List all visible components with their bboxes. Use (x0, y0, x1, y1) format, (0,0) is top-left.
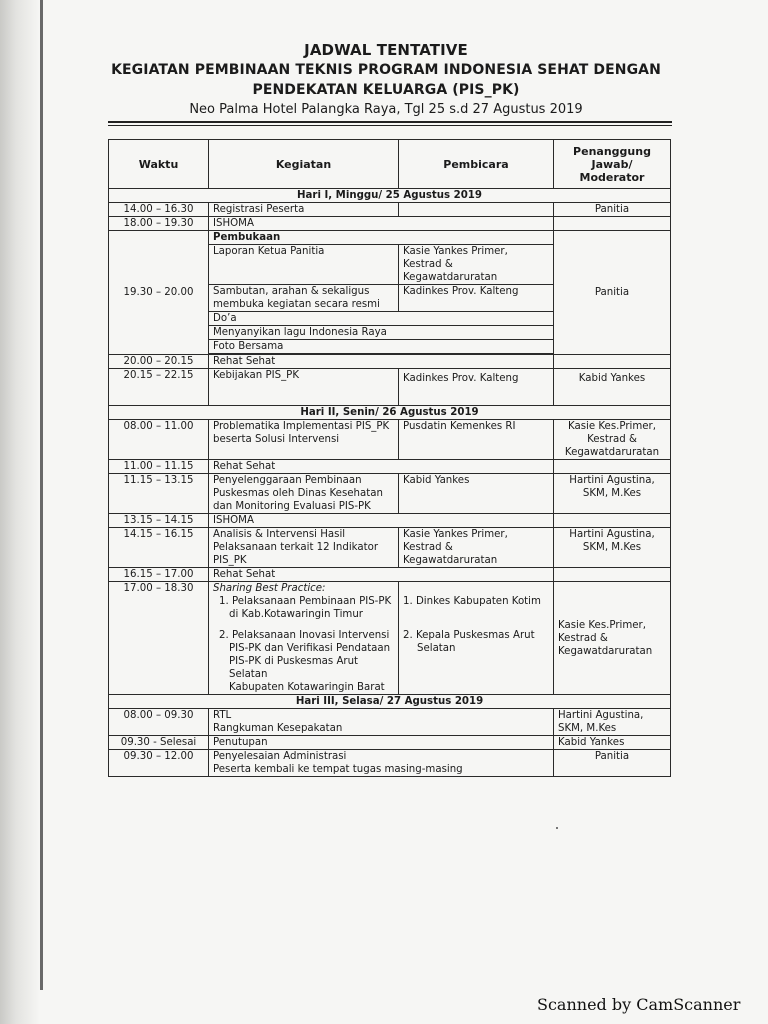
pj-line: Kasie Kes.Primer, (558, 619, 646, 631)
col-header-waktu: Waktu (109, 140, 209, 189)
time-cell: 08.00 – 09.30 (109, 709, 209, 736)
table-row (109, 460, 671, 474)
day-header-row (109, 189, 671, 203)
activity-line: PIS-PK di Puskesmas Arut Selatan (229, 656, 359, 680)
activity-cell: Registrasi Peserta (209, 203, 399, 217)
spacer (403, 608, 549, 629)
pj-cell: Kabid Yankes (554, 736, 671, 750)
col-header-kegiatan: Kegiatan (209, 140, 399, 189)
pj-line: Hartini Agustina, (569, 529, 655, 540)
table-row (109, 736, 671, 750)
speaker-cell (399, 528, 554, 568)
title-line-1: JADWAL TENTATIVE (304, 41, 468, 59)
speaker-cell: Pusdatin Kemenkes RI (399, 420, 554, 460)
col-header-pj-line3: Moderator (579, 170, 645, 184)
activity-line: Penyelesaian Administrasi (213, 751, 347, 762)
activity-cell: Foto Bersama (209, 340, 554, 354)
header-rule-thick (108, 121, 672, 123)
activity-cell: Laporan Ketua Panitia (209, 245, 399, 285)
pj-line: Hartini Agustina, (558, 710, 644, 721)
pj-cell (554, 709, 671, 736)
camscanner-watermark: Scanned by CamScanner (537, 995, 741, 1014)
day3-title: Hari III, Selasa/ 27 Agustus 2019 (109, 695, 671, 709)
time-cell: 20.15 – 22.15 (109, 369, 209, 406)
activity-line: Pelaksanaan terkait 12 Indikator (213, 542, 379, 553)
activity-line: Peserta kembali ke tempat tugas masing-masing (213, 764, 463, 775)
time-cell: 09.30 – 12.00 (109, 750, 209, 777)
activity-cell: Rehat Sehat (209, 460, 554, 474)
table-row (109, 514, 671, 528)
activity-line: dan Monitoring Evaluasi PIS-PK (213, 501, 371, 512)
activity-line: Problematika Implementasi PIS_PK (213, 421, 390, 432)
activity-line: RTL (213, 710, 232, 721)
venue-date-line: Neo Palma Hotel Palangka Raya, Tgl 25 s.d 27 Agustus 2019 (189, 102, 583, 117)
header-rule-thin (108, 125, 672, 126)
activity-line: 1. Pelaksanaan Pembinaan PIS-PK (219, 596, 392, 607)
time-cell: 14.00 – 16.30 (109, 203, 209, 217)
pj-cell: Panitia (554, 203, 671, 217)
table-header-row (109, 140, 671, 189)
activity-line: membuka kegiatan secara resmi (213, 299, 380, 310)
document-header (100, 40, 672, 119)
day1-title: Hari I, Minggu/ 25 Agustus 2019 (109, 189, 671, 203)
col-header-pembicara: Pembicara (399, 140, 554, 189)
col-header-pj-line1: Penanggung (573, 144, 651, 158)
pj-line: SKM, M.Kes (582, 542, 642, 553)
activity-cell (209, 582, 399, 695)
pj-line: SKM, M.Kes (558, 723, 617, 734)
activity-cell (209, 420, 399, 460)
table-row (109, 709, 671, 736)
activity-cell: ISHOMA (209, 217, 554, 231)
time-cell: 11.15 – 13.15 (109, 474, 209, 514)
time-cell: 17.00 – 18.30 (109, 582, 209, 695)
speaker-line: Kestrad & (403, 542, 453, 553)
speaker-line: Kestrad & (403, 259, 453, 270)
speaker-line: Kegawatdaruratan (403, 555, 498, 566)
sharing-heading: Sharing Best Practice: (213, 583, 326, 594)
activity-line: Puskesmas oleh Dinas Kesehatan (213, 488, 383, 499)
day-header-row (109, 695, 671, 709)
time-cell: 20.00 – 20.15 (109, 355, 209, 369)
pj-line: SKM, M.Kes (582, 488, 642, 499)
activity-cell (209, 528, 399, 568)
col-header-pj-line2: Jawab/ (591, 157, 633, 171)
speaker-line: 1. Dinkes Kabupaten Kotim (403, 596, 541, 607)
table-row (109, 750, 671, 777)
spacer (403, 582, 549, 595)
pj-cell: Panitia (554, 750, 671, 777)
activity-cell: Rehat Sehat (209, 568, 554, 582)
pj-cell (554, 474, 671, 514)
speaker-cell (399, 582, 554, 695)
time-cell: 13.15 – 14.15 (109, 514, 209, 528)
activity-cell: ISHOMA (209, 514, 554, 528)
title-line-3: PENDEKATAN KELUARGA (PIS_PK) (252, 82, 520, 98)
activity-cell (209, 474, 399, 514)
activity-line: Sambutan, arahan & sekaligus (213, 286, 370, 297)
pj-line: Kegawatdaruratan (558, 645, 653, 657)
activity-cell (209, 709, 554, 736)
speaker-line: Kasie Yankes Primer, (403, 529, 508, 540)
table-row (109, 582, 671, 695)
opening-title: Pembukaan (209, 231, 554, 245)
speaker-line: Kegawatdaruratan (403, 272, 498, 283)
activity-line: PIS_PK (213, 555, 247, 566)
spacer (213, 621, 394, 629)
time-cell: 11.00 – 11.15 (109, 460, 209, 474)
activity-line: Analisis & Intervensi Hasil (213, 529, 346, 540)
day-header-row (109, 406, 671, 420)
speaker-line: Selatan (417, 643, 456, 654)
pj-line: Kasie Kes.Primer, (568, 421, 656, 432)
time-cell: 08.00 – 11.00 (109, 420, 209, 460)
activity-line: 2. Pelaksanaan Inovasi Intervensi (219, 630, 390, 641)
table-row (109, 231, 671, 245)
speaker-line: Kasie Yankes Primer, (403, 246, 508, 257)
speaker-cell: Kadinkes Prov. Kalteng (399, 285, 554, 312)
scan-speck (556, 827, 558, 829)
activity-line: Rangkuman Kesepakatan (213, 723, 343, 734)
table-row (109, 203, 671, 217)
pj-cell (554, 514, 671, 528)
activity-line: di Kab.Kotawaringin Timur (229, 609, 363, 620)
pj-line: Hartini Agustina, (569, 475, 655, 486)
pj-cell (554, 217, 671, 231)
activity-cell: Rehat Sehat (209, 355, 554, 369)
pj-line: Kegawatdaruratan (564, 447, 660, 458)
activity-cell: Penutupan (209, 736, 554, 750)
pj-line: Kestrad & (558, 632, 608, 644)
title-line-2: KEGIATAN PEMBINAAN TEKNIS PROGRAM INDONESIA SEHAT DENGAN (111, 62, 661, 78)
table-row (109, 369, 671, 406)
table-row (109, 420, 671, 460)
activity-line: Kabupaten Kotawaringin Barat (229, 682, 385, 693)
table-row (109, 217, 671, 231)
activity-cell (209, 750, 554, 777)
activity-line: PIS-PK dan Verifikasi Pendataan (229, 643, 391, 654)
table-row (109, 528, 671, 568)
pj-line: Kestrad & (587, 434, 637, 445)
table-row (109, 568, 671, 582)
activity-cell: Menyanyikan lagu Indonesia Raya (209, 326, 554, 340)
pj-cell (554, 582, 671, 695)
activity-cell: Kebijakan PIS_PK (209, 369, 399, 406)
activity-cell: Do’a (209, 312, 554, 326)
speaker-cell (399, 245, 554, 285)
time-cell: 19.30 – 20.00 (109, 231, 209, 355)
activity-line: beserta Solusi Intervensi (213, 434, 340, 445)
pj-cell: Kabid Yankes (554, 369, 671, 406)
scan-left-shadow (0, 0, 40, 1024)
table-row (109, 355, 671, 369)
speaker-cell: Kabid Yankes (399, 474, 554, 514)
pj-cell (554, 420, 671, 460)
time-cell: 18.00 – 19.30 (109, 217, 209, 231)
pj-cell (554, 528, 671, 568)
pj-cell (554, 568, 671, 582)
activity-cell (209, 285, 399, 312)
scan-paper-edge (40, 0, 43, 990)
day2-title: Hari II, Senin/ 26 Agustus 2019 (109, 406, 671, 420)
activity-line: Penyelenggaraan Pembinaan (213, 475, 362, 486)
pj-cell: Panitia (554, 231, 671, 355)
time-cell: 09.30 - Selesai (109, 736, 209, 750)
pj-cell (554, 355, 671, 369)
time-cell: 16.15 – 17.00 (109, 568, 209, 582)
speaker-cell: Kadinkes Prov. Kalteng (399, 369, 554, 406)
speaker-cell (399, 203, 554, 217)
speaker-line: 2. Kepala Puskesmas Arut (403, 630, 535, 641)
time-cell: 14.15 – 16.15 (109, 528, 209, 568)
col-header-penanggung-jawab (554, 140, 671, 189)
pj-cell (554, 460, 671, 474)
schedule-table (108, 139, 671, 777)
table-row (109, 474, 671, 514)
